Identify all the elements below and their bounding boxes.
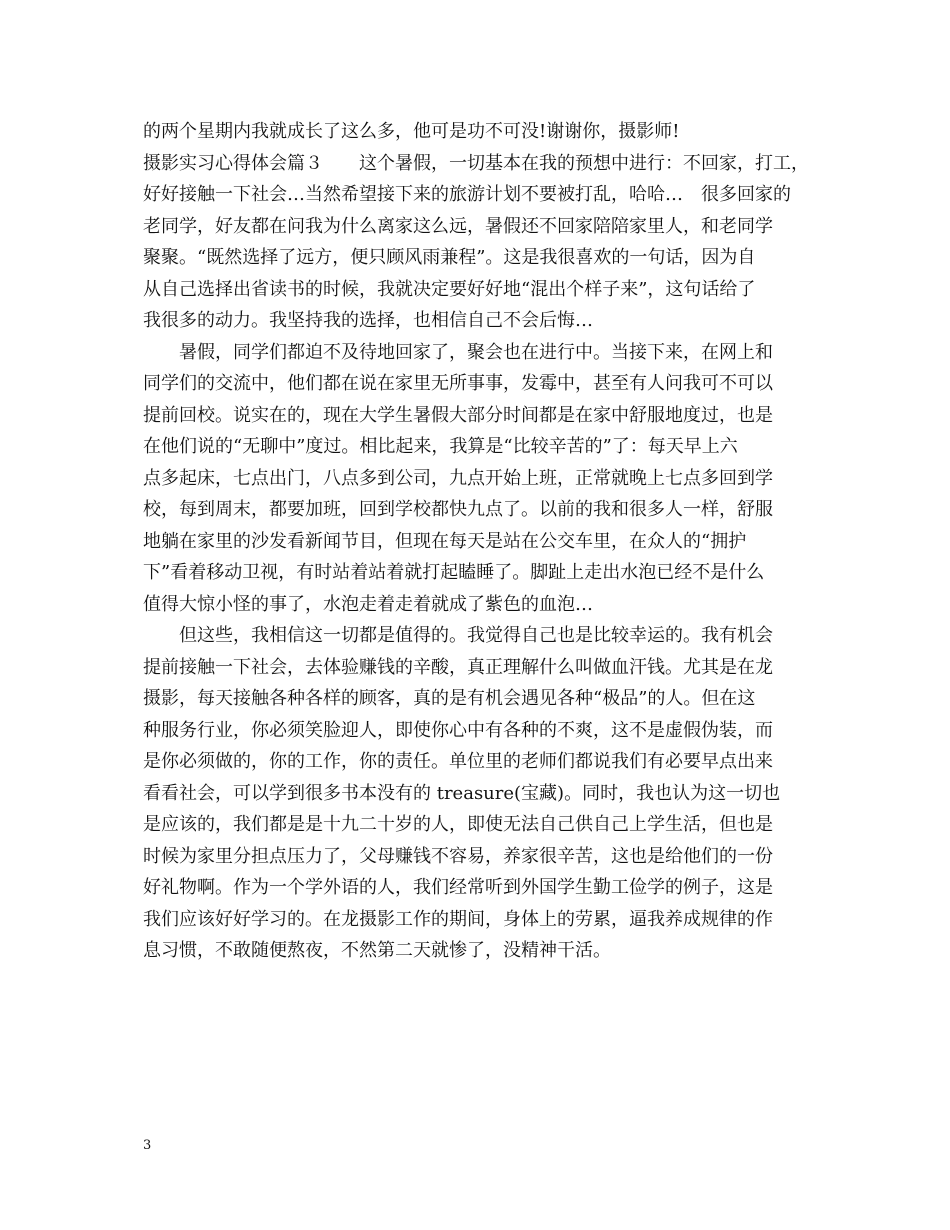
text-line: 种服务行业，你必须笑脸迎人，即使你心中有各种的不爽，这不是虚假伪装，而 — [143, 719, 773, 741]
text-line: 点多起床，七点出门，八点多到公司，九点开始上班，正常就晚上七点多回到学 — [143, 467, 773, 489]
text-line: 时候为家里分担点压力了，父母赚钱不容易，养家很辛苦，这也是给他们的一份 — [143, 845, 773, 867]
text-line: 是你必须做的，你的工作，你的责任。单位里的老师们都说我们有必要早点出来 — [143, 751, 773, 772]
text-line: 但这些，我相信这一切都是值得的。我觉得自己也是比较幸运的。我有机会 — [179, 625, 773, 646]
text-line: 摄影实习心得体会篇３ 这个暑假，一切基本在我的预想中进行：不回家，打工， — [143, 152, 809, 174]
text-line: 看看社会，可以学到很多书本没有的 treasure(宝藏)。同时，我也认为这一切也 — [143, 782, 781, 804]
text-line: 提前接触一下社会，去体验赚钱的辛酸，真正理解什么叫做血汗钱。尤其是在龙 — [143, 656, 773, 678]
text-line: 好好接触一下社会…当然希望接下来的旅游计划不要被打乱，哈哈… 很多回家的 — [143, 184, 791, 205]
text-line: 老同学，好友都在问我为什么离家这么远，暑假还不回家陪陪家里人，和老同学 — [143, 215, 773, 237]
text-line: 暑假，同学们都迫不及待地回家了，聚会也在进行中。当接下来，在网上和 — [179, 341, 773, 363]
text-line: 的两个星期内我就成长了这么多，他可是功不可没!谢谢你，摄影师! — [143, 121, 680, 142]
text-line: 提前回校。说实在的，现在大学生暑假大部分时间都是在家中舒服地度过，也是 — [143, 404, 773, 426]
text-line: 是应该的，我们都是是十九二十岁的人，即使无法自己供自己上学生活，但也是 — [143, 814, 773, 835]
text-line: 下”看着移动卫视，有时站着站着就打起瞌睡了。脚趾上走出水泡已经不是什么 — [143, 562, 765, 583]
page-number: 3 — [143, 1138, 152, 1153]
text-line: 聚聚。“既然选择了远方，便只顾风雨兼程”。这是我很喜欢的一句话，因为自 — [143, 247, 756, 268]
text-line: 摄影，每天接触各种各样的顾客，真的是有机会遇见各种“极品”的人。但在这 — [143, 688, 756, 709]
text-line: 息习惯，不敢随便熬夜，不然第二天就惨了，没精神干活。 — [143, 940, 611, 961]
text-line: 值得大惊小怪的事了，水泡走着走着就成了紫色的血泡… — [143, 593, 593, 615]
text-line: 从自己选择出省读书的时候，我就决定要好好地“混出个样子来”，这句话给了 — [143, 278, 756, 300]
text-line: 好礼物啊。作为一个学外语的人，我们经常听到外国学生勤工俭学的例子，这是 — [143, 877, 773, 898]
text-line: 校，每到周末，都要加班，回到学校都快九点了。以前的我和很多人一样，舒服 — [143, 499, 773, 520]
text-line: 地躺在家里的沙发看新闻节目，但现在每天是站在公交车里，在众人的“拥护 — [143, 530, 747, 552]
text-line: 我很多的动力。我坚持我的选择，也相信自己不会后悔… — [143, 310, 593, 331]
text-line: 在他们说的“无聊中”度过。相比起来，我算是“比较辛苦的”了：每天早上六 — [143, 436, 738, 457]
document-body — [143, 116, 813, 967]
text-line: 我们应该好好学习的。在龙摄影工作的期间，身体上的劳累，逼我养成规律的作 — [143, 908, 773, 930]
text-line: 同学们的交流中，他们都在说在家里无所事事，发霉中，甚至有人问我可不可以 — [143, 373, 773, 394]
